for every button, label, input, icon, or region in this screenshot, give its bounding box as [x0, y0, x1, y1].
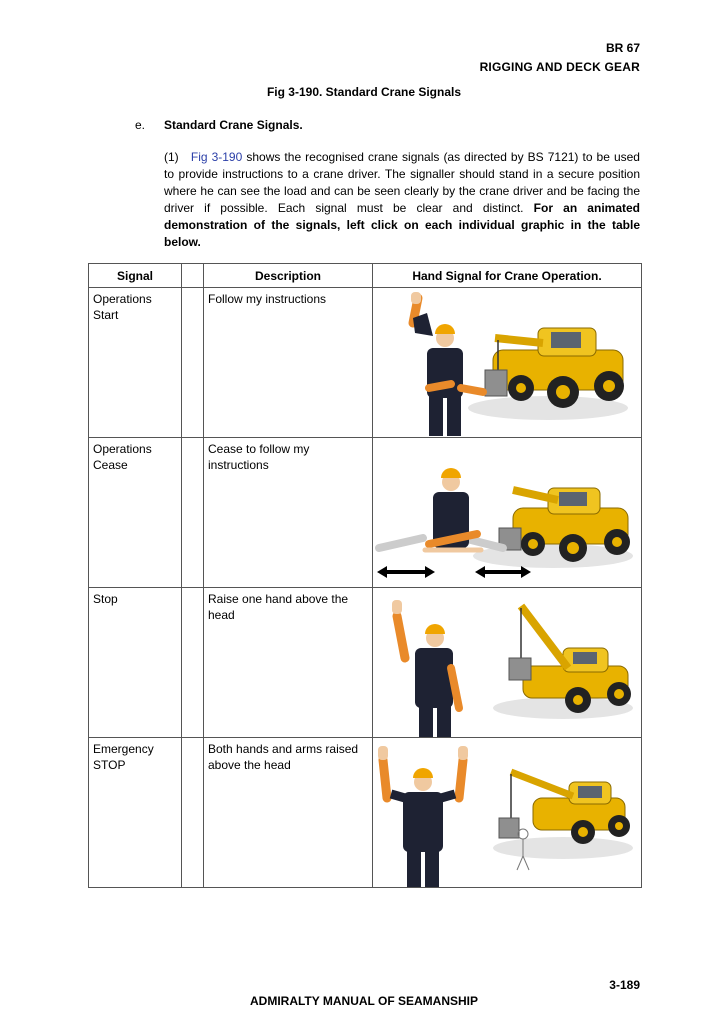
- description-cell: [204, 288, 373, 438]
- crane-icon: [509, 606, 631, 713]
- spacer-cell: [182, 738, 204, 888]
- table-row: [89, 288, 642, 438]
- section-letter: e.: [135, 118, 146, 132]
- signal-graphic-cell[interactable]: [373, 288, 642, 438]
- signal-graphic-cell[interactable]: [373, 438, 642, 588]
- table-header-row: [89, 264, 642, 288]
- table-row: [89, 588, 642, 738]
- description-cell: [204, 588, 373, 738]
- signal-cell: [89, 438, 182, 588]
- figure-link[interactable]: Fig 3-190: [190, 150, 243, 164]
- stop-graphic[interactable]: [373, 588, 641, 737]
- paragraph-text: shows the recognised crane signals (as directed by BS 7121) to be used to provide instructions to a crane driver. The signaller should stand in a secure position where he can see the load and can be seen clearly by the crane driver and be facing the driver if possible. Each signal must be clear and distinct.: [164, 150, 640, 215]
- figure-caption-text: Fig 3-190. Standard Crane Signals: [266, 85, 462, 99]
- table-row: [89, 738, 642, 888]
- signaller-figure-icon: [379, 468, 503, 550]
- description-cell: [204, 738, 373, 888]
- signal-name: Stop: [93, 592, 118, 606]
- figure-caption: [0, 85, 728, 99]
- signal-name: Operations Start: [93, 292, 152, 322]
- paragraph-number: (1): [164, 150, 179, 164]
- signaller-figure-icon: [392, 600, 459, 737]
- book-title: ADMIRALTY MANUAL OF SEAMANSHIP: [250, 994, 478, 1008]
- operations-cease-graphic[interactable]: [373, 438, 641, 587]
- crane-signals-table: [88, 263, 642, 888]
- signal-description: Cease to follow my instructions: [208, 442, 310, 472]
- crane-icon: [485, 328, 624, 408]
- header-signal: Signal: [89, 264, 182, 288]
- spacer-cell: [182, 438, 204, 588]
- section-title: Standard Crane Signals.: [164, 118, 303, 132]
- emergency-stop-graphic[interactable]: [373, 738, 641, 887]
- signal-graphic-cell[interactable]: [373, 738, 642, 888]
- signal-cell: [89, 288, 182, 438]
- crane-icon: [499, 772, 630, 844]
- signaller-figure-icon: [378, 746, 468, 887]
- signal-name: Operations Cease: [93, 442, 152, 472]
- description-cell: [204, 438, 373, 588]
- intro-paragraph: [164, 149, 640, 251]
- operations-start-graphic[interactable]: [373, 288, 641, 437]
- page-number: 3-189: [609, 978, 640, 992]
- signaller-figure-icon: [411, 292, 483, 436]
- signal-description: Both hands and arms raised above the head: [208, 742, 359, 772]
- spacer-cell: [182, 588, 204, 738]
- table-row: [89, 438, 642, 588]
- arrow-left-right-icon: [377, 566, 531, 578]
- header-spacer: [182, 264, 204, 288]
- signal-name: Emergency STOP: [93, 742, 154, 772]
- paragraph-bold-text: For an animated demonstration of the signals, left click on each individual graphic in the table below.: [164, 201, 640, 249]
- chapter-title: RIGGING AND DECK GEAR: [479, 60, 640, 74]
- signal-cell: [89, 738, 182, 888]
- header-description: Description: [204, 264, 373, 288]
- document-code: BR 67: [605, 41, 640, 55]
- spacer-cell: [182, 288, 204, 438]
- signal-description: Follow my instructions: [208, 292, 327, 306]
- header-hand-signal: Hand Signal for Crane Operation.: [373, 264, 642, 288]
- signal-description: Raise one hand above the head: [208, 592, 349, 622]
- signal-cell: [89, 588, 182, 738]
- signal-graphic-cell[interactable]: [373, 588, 642, 738]
